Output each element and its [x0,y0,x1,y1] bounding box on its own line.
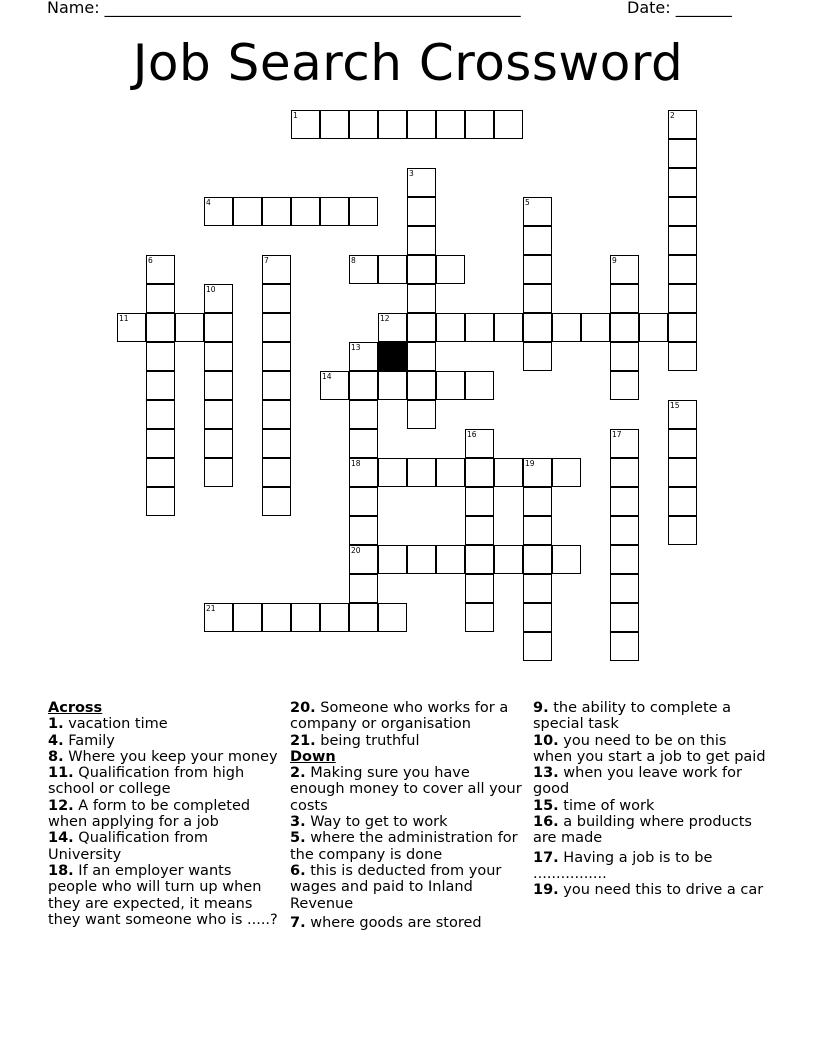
black-cell [378,342,407,371]
grid-cell[interactable] [349,255,378,284]
grid-cell[interactable] [668,429,697,458]
grid-cell[interactable] [291,197,320,226]
clue-number: 1 [293,111,298,120]
grid-cell[interactable] [349,197,378,226]
grid-cell[interactable] [523,574,552,603]
grid-cell[interactable] [204,429,233,458]
grid-cell[interactable] [407,168,436,197]
clue-number: 14 [322,372,332,381]
grid-cell[interactable] [552,545,581,574]
grid-cell[interactable] [407,313,436,342]
grid-cell[interactable] [349,342,378,371]
grid-cell[interactable] [465,110,494,139]
grid-cell[interactable] [523,284,552,313]
clue-down-2: 2. Making sure you have enough money to cover all your costs [290,765,522,814]
grid-cell[interactable] [407,400,436,429]
grid-cell[interactable] [204,197,233,226]
grid-cell[interactable] [349,516,378,545]
grid-cell[interactable] [407,545,436,574]
grid-cell[interactable] [117,313,146,342]
grid-cell[interactable] [233,603,262,632]
grid-cell[interactable] [320,197,349,226]
grid-cell[interactable] [146,255,175,284]
grid-cell[interactable] [610,255,639,284]
grid-cell[interactable] [320,371,349,400]
clue-number: 19 [525,459,535,468]
grid-cell[interactable] [610,371,639,400]
grid-cell[interactable] [204,342,233,371]
clue-down-6: 6. this is deducted from your wages and paid to Inland Revenue [290,862,502,912]
grid-cell[interactable] [146,487,175,516]
grid-cell[interactable] [146,313,175,342]
grid-cell[interactable] [523,197,552,226]
grid-cell[interactable] [668,110,697,139]
grid-cell[interactable] [407,226,436,255]
clue-number: 5 [525,198,530,207]
grid-cell[interactable] [523,342,552,371]
grid-cell[interactable] [262,603,291,632]
grid-cell[interactable] [668,139,697,168]
grid-cell[interactable] [204,603,233,632]
grid-cell[interactable] [320,603,349,632]
grid-cell[interactable] [668,197,697,226]
clue-across-8: 8. Where you keep your money [48,748,278,765]
grid-cell[interactable] [204,284,233,313]
grid-cell[interactable] [610,574,639,603]
grid-cell[interactable] [436,458,465,487]
grid-cell[interactable] [291,603,320,632]
grid-cell[interactable] [668,516,697,545]
clue-number: 20 [351,546,361,555]
grid-cell[interactable] [610,458,639,487]
clue-number: 18 [351,459,361,468]
clue-down-3: 3. Way to get to work [290,814,448,831]
grid-cell[interactable] [262,400,291,429]
grid-cell[interactable] [668,226,697,255]
across-heading: Across [48,700,103,716]
clues-column-2 [290,700,526,931]
grid-cell[interactable] [523,545,552,574]
grid-cell[interactable] [523,255,552,284]
clues-column-3 [533,700,769,899]
clue-down-5: 5. where the administration for the company is done [290,830,518,863]
page-title: Job Search Crossword [132,34,684,92]
grid-cell[interactable] [668,487,697,516]
clue-down-19: 19. you need this to drive a car [533,882,764,899]
grid-cell[interactable] [494,313,523,342]
grid-cell[interactable] [378,603,407,632]
grid-cell[interactable] [523,458,552,487]
grid-cell[interactable] [262,342,291,371]
grid-cell[interactable] [262,371,291,400]
grid-cell[interactable] [668,342,697,371]
grid-cell[interactable] [262,255,291,284]
grid-cell[interactable] [610,632,639,661]
grid-cell[interactable] [262,458,291,487]
grid-cell[interactable] [407,110,436,139]
grid-cell[interactable] [349,371,378,400]
grid-cell[interactable] [610,603,639,632]
clue-number: 11 [119,314,129,323]
grid-cell[interactable] [349,574,378,603]
clue-number: 9 [612,256,617,265]
grid-cell[interactable] [494,110,523,139]
grid-cell[interactable] [407,458,436,487]
grid-cell[interactable] [146,371,175,400]
grid-cell[interactable] [378,110,407,139]
grid-cell[interactable] [523,632,552,661]
grid-cell[interactable] [668,458,697,487]
grid-cell[interactable] [494,458,523,487]
name-field-label: Name: ____________________________________________________ [47,0,521,17]
grid-cell[interactable] [465,516,494,545]
clue-down-15: 15. time of work [533,797,655,814]
grid-cell[interactable] [668,284,697,313]
clue-down-7: 7. where goods are stored [290,914,482,931]
grid-cell[interactable] [378,313,407,342]
grid-cell[interactable] [204,458,233,487]
grid-cell[interactable] [262,197,291,226]
grid-cell[interactable] [436,110,465,139]
grid-cell[interactable] [378,458,407,487]
clue-across-1: 1. vacation time [48,716,168,733]
grid-cell[interactable] [233,197,262,226]
grid-cell[interactable] [465,545,494,574]
grid-cell[interactable] [349,458,378,487]
clue-down-9: 9. the ability to complete a special task [533,700,732,733]
clue-number: 17 [612,430,622,439]
grid-cell[interactable] [204,313,233,342]
grid-cell[interactable] [349,545,378,574]
clue-down-10: 10. you need to be on this when you start a job to get paid [533,732,766,765]
grid-cell[interactable] [436,371,465,400]
clue-number: 3 [409,169,414,178]
grid-cell[interactable] [436,313,465,342]
grid-cell[interactable] [610,342,639,371]
down-heading: Down [290,748,336,765]
grid-cell[interactable] [523,313,552,342]
grid-cell[interactable] [407,284,436,313]
grid-cell[interactable] [146,342,175,371]
grid-cell[interactable] [146,284,175,313]
grid-cell[interactable] [349,429,378,458]
grid-cell[interactable] [146,429,175,458]
grid-cell[interactable] [320,110,349,139]
clue-number: 13 [351,343,361,352]
grid-cell[interactable] [610,545,639,574]
grid-cell[interactable] [175,313,204,342]
clues-column-1 [48,700,284,928]
grid-cell[interactable] [436,255,465,284]
grid-cell[interactable] [378,371,407,400]
grid-cell[interactable] [378,255,407,284]
grid-cell[interactable] [262,313,291,342]
clue-number: 7 [264,256,269,265]
date-field-label: Date: _______ [627,0,732,17]
grid-cell[interactable] [436,545,465,574]
clue-across-11: 11. Qualification from high school or college [48,765,245,798]
grid-cell[interactable] [523,516,552,545]
clue-across-4: 4. Family [48,732,115,749]
clue-number: 12 [380,314,390,323]
clue-down-16: 16. a building where products are made [533,814,752,847]
clue-across-14: 14. Qualification from University [48,830,208,863]
grid-cell[interactable] [610,487,639,516]
grid-cell[interactable] [581,313,610,342]
grid-cell[interactable] [465,313,494,342]
clue-number: 6 [148,256,153,265]
grid-cell[interactable] [146,400,175,429]
clue-number: 8 [351,256,356,265]
grid-cell[interactable] [494,545,523,574]
clue-across-20: 20. Someone who works for a company or organisation [290,700,509,733]
grid-cell[interactable] [407,342,436,371]
grid-cell[interactable] [349,603,378,632]
grid-cell[interactable] [291,110,320,139]
grid-cell[interactable] [668,313,697,342]
grid-cell[interactable] [407,255,436,284]
grid-cell[interactable] [204,400,233,429]
grid-cell[interactable] [552,313,581,342]
clue-across-21: 21. being truthful [290,732,420,749]
grid-cell[interactable] [465,487,494,516]
grid-cell[interactable] [349,487,378,516]
clue-number: 4 [206,198,211,207]
clue-across-18: 18. If an employer wants people who will turn up when they are expected, it means they want someone who is .....? [48,862,278,928]
grid-cell[interactable] [610,516,639,545]
grid-cell[interactable] [610,429,639,458]
grid-cell[interactable] [262,429,291,458]
grid-cell[interactable] [465,574,494,603]
grid-cell[interactable] [262,284,291,313]
grid-cell[interactable] [668,400,697,429]
grid-cell[interactable] [204,371,233,400]
grid-cell[interactable] [639,313,668,342]
grid-cell[interactable] [146,458,175,487]
grid-cell[interactable] [465,429,494,458]
grid-cell[interactable] [465,371,494,400]
clue-number: 15 [670,401,680,410]
grid-cell[interactable] [465,603,494,632]
grid-cell[interactable] [610,313,639,342]
clue-number: 2 [670,111,675,120]
clue-across-12: 12. A form to be completed when applying for a job [48,797,251,831]
clue-down-13: 13. when you leave work for good [533,765,742,798]
grid-cell[interactable] [349,110,378,139]
clue-number: 21 [206,604,216,613]
grid-cell[interactable] [378,545,407,574]
grid-cell[interactable] [407,371,436,400]
grid-cell[interactable] [668,168,697,197]
grid-cell[interactable] [668,255,697,284]
clue-down-17: 17. Having a job is to be ................ [533,849,713,882]
grid-cell[interactable] [349,400,378,429]
grid-cell[interactable] [465,458,494,487]
grid-cell[interactable] [610,284,639,313]
clue-number: 16 [467,430,477,439]
grid-cell[interactable] [523,226,552,255]
clue-number: 10 [206,285,216,294]
grid-cell[interactable] [262,487,291,516]
grid-cell[interactable] [407,197,436,226]
grid-cell[interactable] [523,603,552,632]
grid-cell[interactable] [552,458,581,487]
grid-cell[interactable] [523,487,552,516]
